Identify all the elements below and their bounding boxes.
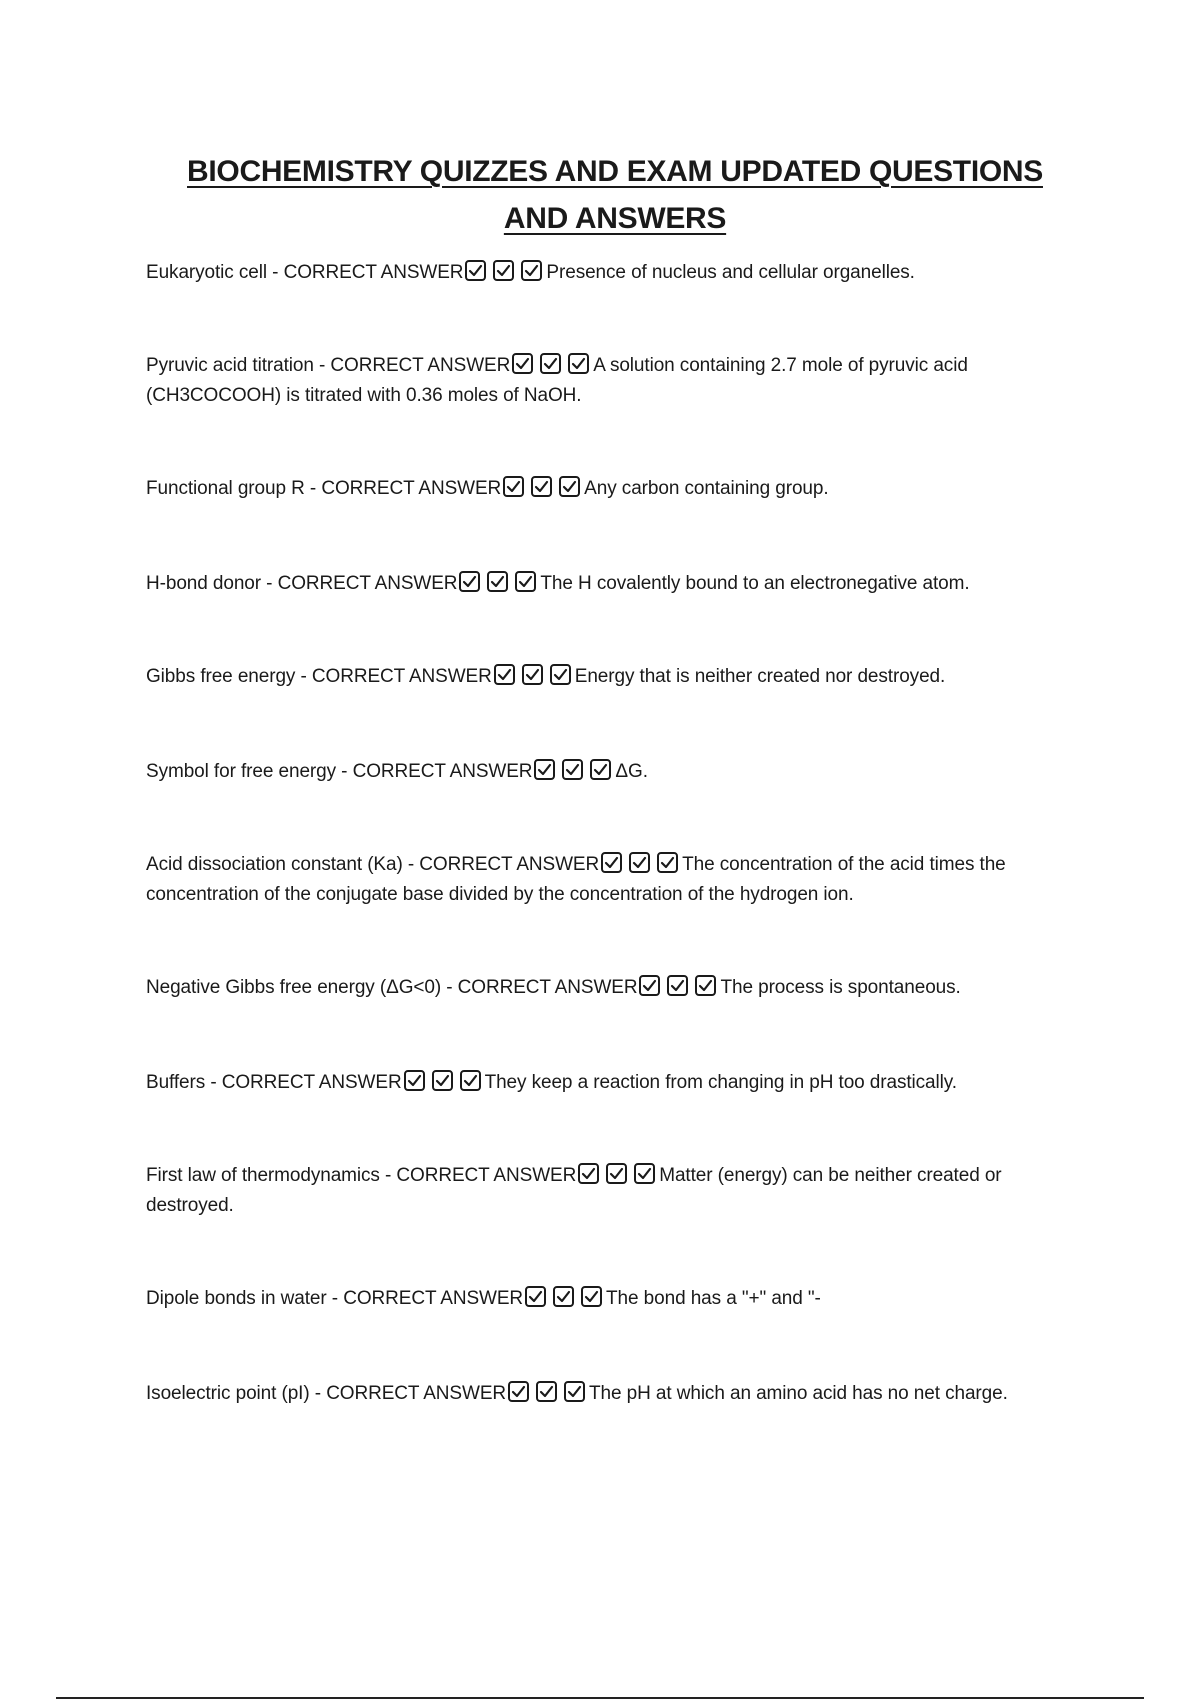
checkbox-checked-icon [657, 852, 678, 873]
qa-item [146, 1161, 1076, 1221]
qa-answer-label: CORRECT ANSWER [283, 262, 464, 283]
qa-term: Eukaryotic cell [146, 262, 267, 283]
qa-answer: The bond has a "+" and "- [606, 1288, 821, 1309]
qa-separator: - [402, 854, 420, 875]
checkbox-checked-icon [606, 1163, 627, 1184]
checkbox-checked-icon [601, 852, 622, 873]
check-group [465, 260, 542, 281]
qa-term: Dipole bonds in water [146, 1288, 327, 1309]
check-group [503, 476, 580, 497]
qa-term: Isoelectric point (pI) [146, 1383, 310, 1404]
checkbox-checked-icon [634, 1163, 655, 1184]
qa-answer-label: CORRECT ANSWER [321, 478, 502, 499]
qa-answer: Energy that is neither created nor destroyed. [574, 666, 946, 687]
qa-answer-label: CORRECT ANSWER [396, 1165, 577, 1186]
checkbox-checked-icon [508, 1381, 529, 1402]
qa-item [146, 662, 1076, 692]
qa-item [146, 1068, 1076, 1098]
page-title-line-1: BIOCHEMISTRY QUIZZES AND EXAM UPDATED QUESTIONS [187, 155, 1043, 188]
qa-item [146, 1379, 1076, 1409]
qa-separator: - [261, 573, 278, 594]
page-title-line-2: AND ANSWERS [503, 202, 727, 235]
qa-separator: - [326, 1288, 344, 1309]
qa-separator: - [313, 355, 331, 376]
qa-separator: - [205, 1072, 222, 1093]
checkbox-checked-icon [459, 571, 480, 592]
checkbox-checked-icon [550, 664, 571, 685]
qa-term: Acid dissociation constant (Ka) [146, 854, 403, 875]
qa-answer-label: CORRECT ANSWER [419, 854, 600, 875]
checkbox-checked-icon [487, 571, 508, 592]
check-group [534, 759, 611, 780]
checkbox-checked-icon [512, 353, 533, 374]
qa-answer: ΔG. [615, 761, 648, 782]
check-group [494, 664, 571, 685]
check-group [525, 1286, 602, 1307]
qa-answer: Matter (energy) can be neither created or destroyed. [146, 1165, 1002, 1216]
qa-term: Gibbs free energy [146, 666, 296, 687]
checkbox-checked-icon [553, 1286, 574, 1307]
qa-term: Functional group R [146, 478, 305, 499]
qa-answer: They keep a reaction from changing in pH too drastically. [484, 1072, 957, 1093]
checkbox-checked-icon [531, 476, 552, 497]
checkbox-checked-icon [534, 759, 555, 780]
checkbox-checked-icon [629, 852, 650, 873]
check-group [404, 1070, 481, 1091]
checkbox-checked-icon [494, 664, 515, 685]
checkbox-checked-icon [568, 353, 589, 374]
checkbox-checked-icon [404, 1070, 425, 1091]
qa-separator: - [336, 761, 353, 782]
qa-answer: The pH at which an amino acid has no net charge. [589, 1383, 1008, 1404]
check-group [459, 571, 536, 592]
check-group [639, 975, 716, 996]
qa-separator: - [379, 1165, 397, 1186]
check-group [601, 852, 678, 873]
checkbox-checked-icon [559, 476, 580, 497]
qa-answer-label: CORRECT ANSWER [457, 977, 638, 998]
page-title [150, 148, 1080, 242]
qa-answer-label: CORRECT ANSWER [326, 1383, 507, 1404]
checkbox-checked-icon [581, 1286, 602, 1307]
check-group [508, 1381, 585, 1402]
qa-answer: The H covalently bound to an electronegative atom. [540, 573, 970, 594]
checkbox-checked-icon [578, 1163, 599, 1184]
qa-answer-label: CORRECT ANSWER [311, 666, 492, 687]
checkbox-checked-icon [639, 975, 660, 996]
qa-item [146, 569, 1076, 599]
checkbox-checked-icon [515, 571, 536, 592]
qa-term: Negative Gibbs free energy (ΔG<0) [146, 977, 442, 998]
qa-item [146, 850, 1076, 910]
checkbox-checked-icon [522, 664, 543, 685]
qa-separator: - [267, 262, 284, 283]
qa-answer-label: CORRECT ANSWER [330, 355, 511, 376]
qa-answer-label: CORRECT ANSWER [221, 1072, 402, 1093]
checkbox-checked-icon [695, 975, 716, 996]
checkbox-checked-icon [564, 1381, 585, 1402]
footer-divider [56, 1697, 1144, 1699]
check-group [512, 353, 589, 374]
qa-term: Buffers [146, 1072, 206, 1093]
qa-answer-label: CORRECT ANSWER [343, 1288, 524, 1309]
checkbox-checked-icon [590, 759, 611, 780]
qa-item [146, 757, 1076, 787]
checkbox-checked-icon [525, 1286, 546, 1307]
checkbox-checked-icon [493, 260, 514, 281]
checkbox-checked-icon [465, 260, 486, 281]
qa-answer: The process is spontaneous. [720, 977, 961, 998]
qa-answer: Any carbon containing group. [584, 478, 829, 499]
qa-item [146, 1284, 1076, 1314]
qa-item [146, 258, 1076, 288]
checkbox-checked-icon [432, 1070, 453, 1091]
qa-separator: - [304, 478, 322, 499]
checkbox-checked-icon [521, 260, 542, 281]
qa-separator: - [309, 1383, 327, 1404]
qa-term: First law of thermodynamics [146, 1165, 380, 1186]
qa-term: Symbol for free energy [146, 761, 336, 782]
qa-answer: A solution containing 2.7 mole of pyruvic acid (CH3COCOOH) is titrated with 0.36 moles of NaOH. [146, 355, 968, 406]
qa-term: H-bond donor [146, 573, 261, 594]
qa-answer-label: CORRECT ANSWER [277, 573, 458, 594]
checkbox-checked-icon [503, 476, 524, 497]
qa-item [146, 474, 1076, 504]
qa-answer: The concentration of the acid times the concentration of the conjugate base divided by the concentration of the hydrogen ion. [146, 854, 1006, 905]
qa-answer: Presence of nucleus and cellular organelles. [546, 262, 915, 283]
qa-answer-label: CORRECT ANSWER [352, 761, 533, 782]
qa-item [146, 973, 1076, 1003]
checkbox-checked-icon [667, 975, 688, 996]
checkbox-checked-icon [536, 1381, 557, 1402]
check-group [578, 1163, 655, 1184]
checkbox-checked-icon [562, 759, 583, 780]
qa-separator: - [441, 977, 458, 998]
checkbox-checked-icon [540, 353, 561, 374]
qa-term: Pyruvic acid titration [146, 355, 314, 376]
checkbox-checked-icon [460, 1070, 481, 1091]
qa-item [146, 351, 1076, 411]
qa-separator: - [295, 666, 312, 687]
